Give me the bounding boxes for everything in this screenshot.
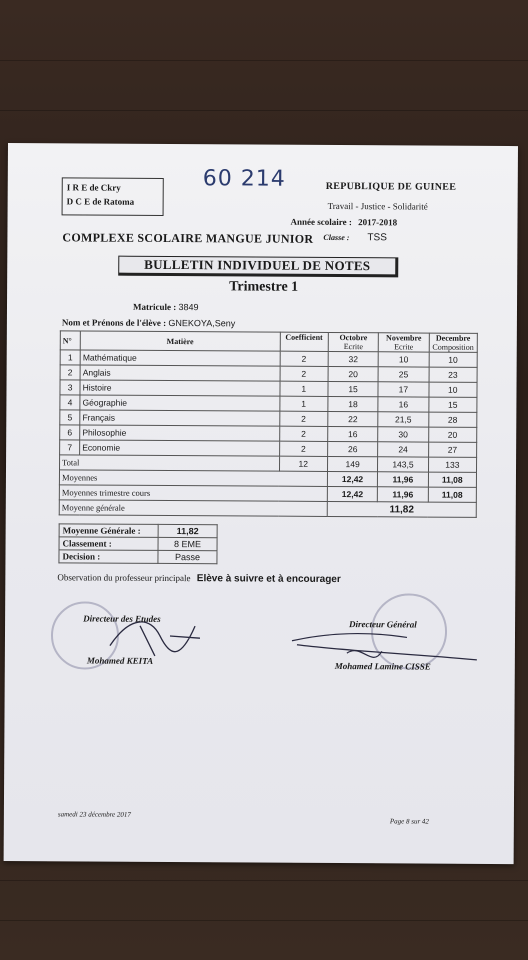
total-coef: 12 (279, 456, 327, 471)
row-octobre: 18 (328, 396, 378, 411)
row-octobre: 22 (328, 411, 378, 426)
row-octobre: 32 (328, 351, 378, 366)
moyennes-trim-nov: 11,96 (378, 487, 428, 502)
row-coef: 2 (279, 441, 327, 456)
row-number: 2 (60, 365, 80, 380)
row-number: 7 (60, 440, 80, 455)
row-octobre: 26 (327, 441, 377, 456)
student-name-value: GNEKOYA,Seny (168, 317, 236, 329)
row-novembre: 30 (378, 427, 428, 442)
row-coef: 2 (280, 351, 328, 366)
moyennes-trim-label: Moyennes trimestre cours (59, 485, 327, 502)
row-novembre: 21,5 (378, 412, 428, 427)
total-nov: 143,5 (378, 457, 428, 472)
col-header-coef: Coefficient (280, 332, 328, 351)
row-decembre: 28 (428, 412, 476, 427)
row-number: 1 (60, 350, 80, 365)
novembre-label: Novembre (386, 333, 422, 343)
national-motto: Travail - Justice - Solidarité (327, 200, 428, 212)
moyennes-trim-oct: 12,42 (327, 486, 377, 501)
decembre-label: Decembre (435, 333, 471, 343)
summary-moyenne-label: Moyenne Générale : (59, 524, 158, 538)
row-novembre: 17 (378, 382, 428, 397)
matricule-label: Matricule : (132, 301, 177, 313)
trimester-title: Trimestre 1 (229, 279, 299, 295)
row-decembre: 15 (428, 397, 476, 412)
republic-title: REPUBLIQUE DE GUINEE (325, 180, 457, 193)
row-octobre: 20 (328, 366, 378, 381)
table-header-row (60, 331, 477, 353)
decembre-sub: Composition (432, 342, 474, 352)
row-number: 6 (60, 425, 80, 440)
ire-label: I R E de Ckry (66, 182, 121, 193)
row-octobre: 15 (328, 381, 378, 396)
row-decembre: 10 (429, 382, 477, 397)
row-novembre: 25 (378, 367, 428, 382)
row-number: 4 (60, 395, 80, 410)
row-matiere: Histoire (80, 380, 280, 396)
total-label: Total (60, 455, 280, 471)
school-name: COMPLEXE SCOLAIRE MANGUE JUNIOR (62, 230, 314, 246)
row-matiere: Géographie (80, 395, 280, 411)
footer-page: Page 8 sur 42 (389, 817, 429, 826)
report-card-paper (4, 143, 518, 864)
octobre-sub: Ecrite (343, 342, 363, 352)
row-octobre: 16 (328, 426, 378, 441)
moyennes-nov: 11,96 (378, 472, 428, 487)
moyennes-oct: 12,42 (327, 471, 377, 486)
summary-classement-row (59, 537, 217, 551)
school-year-value: 2017-2018 (358, 217, 398, 228)
right-signature-title: Directeur Général (349, 619, 417, 630)
left-signature-title: Directeur des Etudes (83, 613, 161, 624)
col-header-octobre (328, 332, 378, 351)
row-decembre: 23 (429, 367, 477, 382)
row-decembre: 20 (428, 427, 476, 442)
summary-decision-row (59, 550, 217, 564)
col-header-n: N° (60, 331, 80, 350)
moyennes-trim-dec: 11,08 (428, 487, 476, 502)
moyenne-generale-row (59, 500, 476, 518)
row-novembre: 16 (378, 397, 428, 412)
school-year (290, 217, 397, 228)
row-number: 5 (60, 410, 80, 425)
moyennes-dec: 11,08 (428, 472, 476, 487)
summary-classement-value: 8 EME (158, 537, 217, 550)
total-oct: 149 (327, 456, 377, 471)
matricule-value: 3849 (178, 302, 199, 313)
row-novembre: 10 (378, 352, 428, 367)
col-header-matiere: Matière (80, 331, 280, 351)
observation (57, 572, 340, 585)
handwritten-number: 60 214 (202, 166, 286, 192)
summary-decision-label: Decision : (59, 550, 158, 564)
row-matiere: Economie (80, 440, 280, 456)
moyenne-generale-value: 11,82 (327, 501, 476, 517)
row-matiere: Français (80, 410, 280, 426)
row-decembre: 10 (429, 352, 477, 367)
summary-moyenne-value: 11,82 (158, 524, 217, 537)
octobre-label: Octobre (339, 333, 368, 343)
row-coef: 1 (279, 396, 327, 411)
moyennes-label: Moyennes (59, 470, 327, 487)
document-title: BULLETIN INDIVIDUEL DE NOTES (118, 256, 398, 278)
student-name (62, 317, 235, 328)
footer-date: samedi 23 décembre 2017 (57, 810, 131, 819)
grade-rows (60, 350, 478, 458)
moyenne-generale-label: Moyenne générale (59, 500, 327, 517)
summary-decision-value: Passe (158, 550, 217, 563)
row-coef: 1 (280, 381, 328, 396)
row-number: 3 (60, 380, 80, 395)
right-signature-name: Mohamed Lamine CISSE (334, 661, 431, 672)
row-decembre: 27 (428, 442, 476, 457)
row-novembre: 24 (378, 442, 428, 457)
dce-label: D C E de Ratoma (66, 196, 135, 207)
row-coef: 2 (279, 411, 327, 426)
total-dec: 133 (428, 457, 476, 472)
class-label: Classe : (323, 232, 350, 243)
col-header-novembre (378, 333, 428, 352)
left-signature-name: Mohamed KEITA (86, 655, 154, 666)
col-header-decembre (429, 333, 477, 352)
row-coef: 2 (280, 366, 328, 381)
header-authority-box (62, 177, 164, 216)
summary-table (58, 523, 217, 564)
summary-moyenne-row (59, 524, 217, 538)
observation-value: Elève à suivre et à encourager (196, 573, 341, 586)
row-matiere: Philosophie (80, 425, 280, 441)
novembre-sub: Ecrite (394, 342, 414, 352)
grades-table (59, 330, 478, 518)
student-matricule (133, 302, 199, 312)
row-matiere: Mathématique (80, 350, 280, 366)
class-value: TSS (367, 232, 387, 244)
school-year-label: Année scolaire : (290, 216, 352, 228)
observation-label: Observation du professeur principale (57, 572, 191, 584)
row-coef: 2 (279, 426, 327, 441)
summary-classement-label: Classement : (59, 537, 158, 551)
row-matiere: Anglais (80, 365, 280, 381)
student-name-label: Nom et Prénons de l'élève : (61, 317, 167, 328)
